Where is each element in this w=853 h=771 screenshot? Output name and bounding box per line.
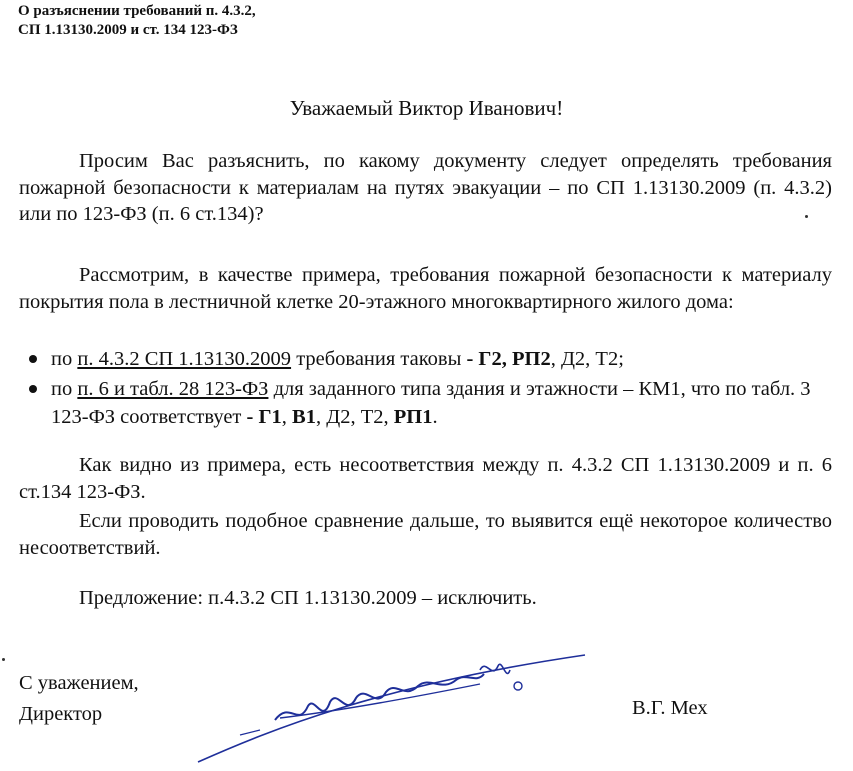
reference-sp: п. 4.3.2 СП 1.13130.2009: [77, 348, 292, 370]
requirements-list: [19, 345, 832, 431]
proposal: Предложение: п.4.3.2 СП 1.13130.2009 – исключить.: [79, 587, 537, 609]
conclusion-paragraph: Как видно из примера, есть несоответствия между п. 4.3.2 СП 1.13130.2009 и п. 6 ст.134 123-ФЗ.: [19, 454, 832, 503]
signature: [180, 640, 600, 765]
bullet-text: для заданного типа здания и этажности – КМ1, что по табл. 3 123-ФЗ соответствует: [51, 378, 811, 428]
closing-regards: С уважением,: [19, 672, 139, 694]
bold-class-g1: - Г1: [246, 406, 282, 428]
bold-class-v1: В1: [292, 406, 316, 428]
bullet-icon: [29, 385, 37, 393]
reference-fz: п. 6 и табл. 28 123-ФЗ: [77, 378, 269, 400]
list-item: [19, 375, 832, 431]
bullet-text: по: [51, 348, 78, 370]
scan-speck: [805, 215, 808, 218]
bullet-text: .: [432, 406, 438, 428]
bullet-text: по: [51, 378, 78, 400]
closing-block: [19, 668, 139, 730]
bullet-icon: [29, 355, 37, 363]
bold-classes: - Г2, РП2: [466, 348, 551, 370]
bullet-text: , Д2, Т2,: [315, 406, 394, 428]
request-paragraph: Просим Вас разъяснить, по какому документу следует определять требования пожарной безопасности к материалам на путях эвакуации – по СП 1.13130.2009 (п. 4.3.2) или по 123-ФЗ (п. 6 ст.134)?: [19, 150, 832, 225]
bullet-text: ,: [281, 406, 293, 428]
subject-line-1: О разъяснении требований п. 4.3.2,: [18, 3, 256, 19]
subject-line-2: СП 1.13130.2009 и ст. 134 123-ФЗ: [18, 22, 238, 38]
bullet-text: требования таковы: [291, 348, 467, 370]
bullet-text: , Д2, Т2;: [550, 348, 624, 370]
list-item: [19, 345, 832, 373]
scan-speck: [2, 658, 5, 661]
bold-class-rp1: РП1: [393, 406, 433, 428]
conclusion-paragraph-2: Если проводить подобное сравнение дальше, то выявится ещё некоторое количество несоответствий.: [19, 510, 832, 559]
signer-name: В.Г. Мех: [632, 697, 708, 719]
letter-subject: [18, 2, 256, 40]
example-intro: Рассмотрим, в качестве примера, требования пожарной безопасности к материалу покрытия пола в лестничной клетке 20-этажного многоквартирного жилого дома:: [19, 264, 832, 313]
closing-position: Директор: [19, 703, 103, 725]
greeting: Уважаемый Виктор Иванович!: [289, 96, 564, 120]
